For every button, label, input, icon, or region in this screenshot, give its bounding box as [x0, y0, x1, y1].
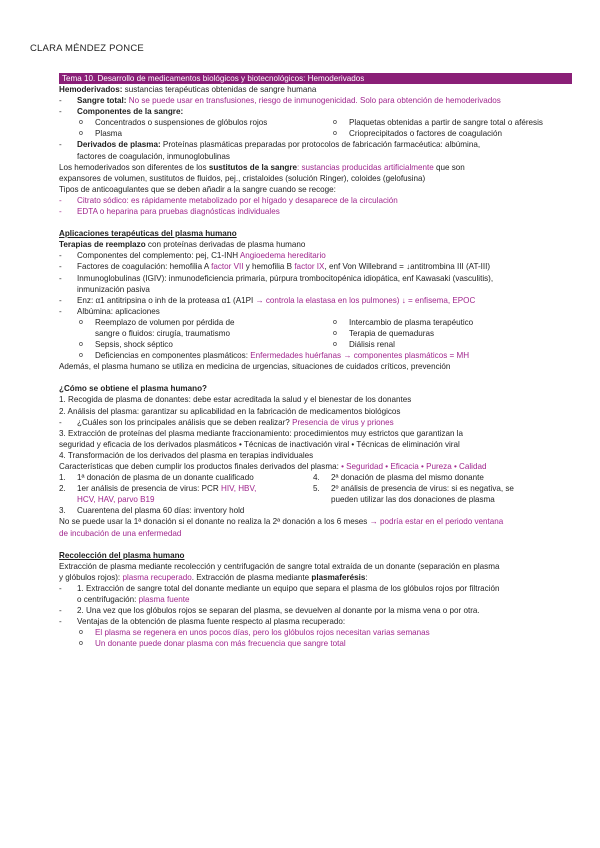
intro-line: Extracción de plasma mediante recolección y centrifugación de sangre total extraída de un donante (separación en plasma [59, 561, 500, 571]
document-body [59, 73, 572, 650]
reemplazo-line: Terapias de reemplazo con proteínas derivadas de plasma humano [59, 240, 306, 250]
sub-item: o Terapia de quemaduras [333, 328, 435, 338]
list-item: - 1. Extracción de sangre total del donante mediante un equipo que separa el plasma de los glóbulos rojos por filtración o centrifugación: plasma fuente [59, 583, 500, 605]
anticoagulantes-title: Tipos de anticoagulantes que se deben añadir a la sangre cuando se recoge: [59, 184, 336, 194]
numbered-item-continuation: pueden utilizar las dos donaciones de plasma [331, 495, 495, 505]
list-item: - Ventajas de la obtención de plasma fuente respecto al plasma recuperado: [59, 617, 346, 627]
step-line-continuation: seguridad y eficacia de los derivados plasmáticos • Técnicas de inactivación viral • Técnicas de eliminación viral [59, 439, 460, 449]
hemoderivados-definition: Hemoderivados: sustancias terapéuticas obtenidas de sangre humana [59, 85, 317, 94]
list-item: - Enz: α1 antitripsina o inh de la proteasa α1 (A1PI → controla la elastasa en los pulmones) ↓ = enfisema, EPOC [59, 295, 476, 305]
list-item: - Citrato sódico: es rápidamente metabolizado por el hígado y desaparece de la circulación [59, 195, 398, 205]
sub-item: o Sepsis, shock séptico [79, 340, 173, 350]
sub-item: o Deficiencias en componentes plasmáticos: Enfermedades huérfanas → componentes plasmáticos = MH [79, 351, 470, 361]
numbered-item: 3. Cuarentena del plasma 60 días: inventory hold [59, 506, 245, 516]
numbered-item: 2. 1er análisis de presencia de virus: PCR HIV, HBV, [59, 484, 257, 494]
sub-item: o Diálisis renal [333, 340, 395, 350]
arrow-down-icon: ↓ [406, 262, 411, 272]
list-item: - Derivados de plasma: Proteínas plasmáticas preparadas por protocolos de fabricación farmacéutica: albúmina, factores de coagulación, inmunoglobulinas [59, 140, 481, 161]
section-heading: ¿Cómo se obtiene el plasma humano? [59, 384, 207, 394]
albumina-list [59, 317, 572, 350]
list-item: - EDTA o heparina para pruebas diagnósticas individuales [59, 207, 280, 217]
sub-item-continuation: sangre o fluidos: cirugía, traumatismo [95, 328, 230, 338]
sub-item: o Plasma [79, 129, 122, 139]
nota-line-continuation: de incubación de una enfermedad [59, 528, 182, 538]
sub-item: o Concentrados o suspensiones de glóbulos rojos [79, 118, 268, 128]
list-item: - Inmunoglobulinas (IGIV): inmunodeficiencia primaria, púrpura trombocitopénica idiopática, enf Kawasaki (vasculitis), inmunización pasiva [59, 273, 494, 294]
componentes-list [59, 117, 572, 139]
step-line: 4. Transformación de los derivados del plasma en terapias individuales [59, 450, 314, 460]
sub-item: o Reemplazo de volumen por pérdida de [79, 317, 235, 327]
list-item: - 2. Una vez que los glóbulos rojos se separan del plasma, se devuelven al donante por la misma vena o por otra. [59, 606, 480, 616]
list-item: - Componentes del complemento: pej, C1-INH Angioedema hereditario [59, 251, 326, 261]
intro-line-2: y glóbulos rojos): plasma recuperado. Extracción de plasma mediante plasmaferésis: [59, 572, 368, 582]
sub-item: o Un donante puede donar plasma con más frecuencia que sangre total [79, 639, 346, 649]
sustitutos-line: Los hemoderivados son diferentes de los sustitutos de la sangre: sustancias producidas artificialmente que son [59, 162, 465, 172]
caracteristicas-line: Características que deben cumplir los productos finales derivados del plasma: • Seguridad • Eficacia • Pureza • Calidad [59, 462, 487, 471]
step-line: 3. Extracción de proteínas del plasma mediante fraccionamiento: procedimientos muy estrictos que garantizan la [59, 428, 463, 438]
list-item: - Albúmina: aplicaciones [59, 306, 160, 316]
numbered-item: 4. 2ª donación de plasma del mismo donante [313, 473, 484, 483]
section-heading: Recolección del plasma humano [59, 550, 185, 560]
nota-line: No se puede usar la 1ª donación si el donante no realiza la 2ª donación a los 6 meses → podría estar en el periodo ventana [59, 517, 504, 527]
numbered-item-continuation: HCV, HAV, parvo B19 [77, 495, 155, 505]
step-line: 1. Recogida de plasma de donantes: debe estar acreditada la salud y el bienestar de los donantes [59, 395, 412, 405]
list-item: - Sangre total: No se puede usar en transfusiones, riesgo de inmunogenicidad. Solo para obtención de hemoderivados [59, 96, 501, 106]
list-item: - ¿Cuáles son los principales análisis que se deben realizar? Presencia de virus y priones [59, 417, 394, 427]
topic-title: Tema 10. Desarrollo de medicamentos biológicos y biotecnológicos: Hemoderivados [59, 73, 572, 84]
list-item: - Componentes de la sangre: [59, 107, 184, 117]
sub-item: o Crioprecipitados o factores de coagulación [333, 129, 502, 139]
numbered-item: 1. 1ª donación de plasma de un donante cualificado [59, 473, 254, 483]
donacion-steps [59, 472, 572, 516]
ademas-line: Además, el plasma humano se utiliza en medicina de urgencias, situaciones de cuidados críticos, prevención [59, 362, 451, 372]
step-line: 2. Análisis del plasma: garantizar su aplicabilidad en la fabricación de medicamentos biológicos [59, 406, 401, 416]
sustitutos-line-2: expansores de volumen, sustitutos de fluidos, pej., cristaloides (solución Ringer), coloides (gelofusina) [59, 173, 426, 183]
list-item: - Factores de coagulación: hemofilia A factor VII y hemofilia B factor IX, enf Von Willebrand = ↓antitrombina III (AT-III) [59, 262, 491, 272]
sub-item: o El plasma se regenera en unos pocos días, pero los glóbulos rojos necesitan varias semanas [79, 628, 430, 638]
sub-item: o Intercambio de plasma terapéutico [333, 317, 474, 327]
author-name: CLARA MÉNDEZ PONCE [30, 43, 144, 54]
sub-item: o Plaquetas obtenidas a partir de sangre total o aféresis [333, 118, 543, 128]
section-heading: Aplicaciones terapéuticas del plasma humano [59, 229, 237, 239]
numbered-item: 5. 2º análisis de presencia de virus: si es negativa, se [313, 484, 514, 494]
